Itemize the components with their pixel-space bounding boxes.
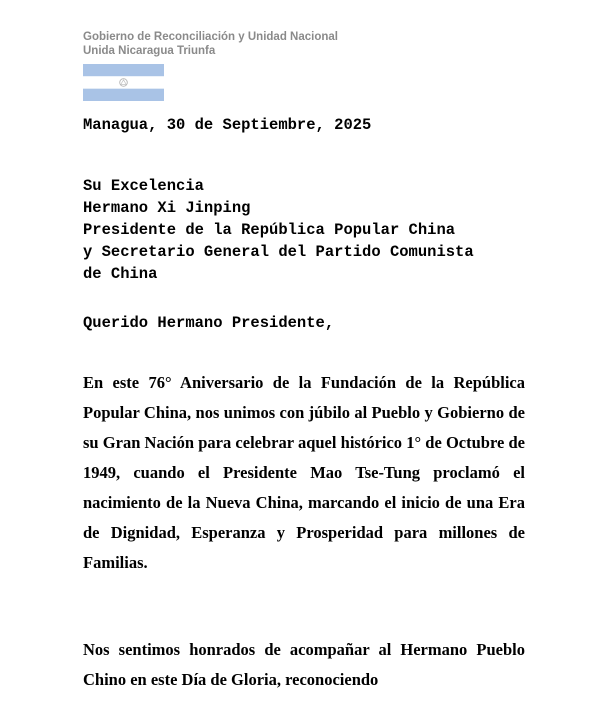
letterhead-line-1: Gobierno de Reconciliación y Unidad Nacional [83,31,338,43]
letterhead [83,30,338,58]
recipient-line: Hermano Xi Jinping [83,199,251,217]
body-paragraph: En este 76° Aniversario de la Fundación de la República Popular China, nos unimos con júbilo al Pueblo y Gobierno de su Gran Nación para celebrar aquel histórico 1° de Octubre de 1949, cuando el Presidente Mao Tse-Tung proclamó el nacimiento de la Nueva China, marcando el inicio de una Era de Dignidad, Esperanza y Prosperidad para millones de Familias. [83,373,525,572]
recipient-block [83,175,474,285]
recipient-line: Presidente de la República Popular China [83,221,456,239]
recipient-line: Su Excelencia [83,177,204,195]
body-paragraph: Nos sentimos honrados de acompañar al Hermano Pueblo Chino en este Día de Gloria, reconociendo [83,640,525,689]
recipient-line: de China [83,265,158,283]
flag-stripe-middle [83,76,164,88]
flag-stripe-bottom [83,89,164,101]
recipient-line: y Secretario General del Partido Comunista [83,243,474,261]
salutation: Querido Hermano Presidente, [83,314,335,332]
letterhead-line-2: Unida Nicaragua Triunfa [83,45,216,57]
nicaragua-flag-icon [83,64,164,101]
letter-date: Managua, 30 de Septiembre, 2025 [83,116,372,134]
flag-stripe-top [83,64,164,76]
